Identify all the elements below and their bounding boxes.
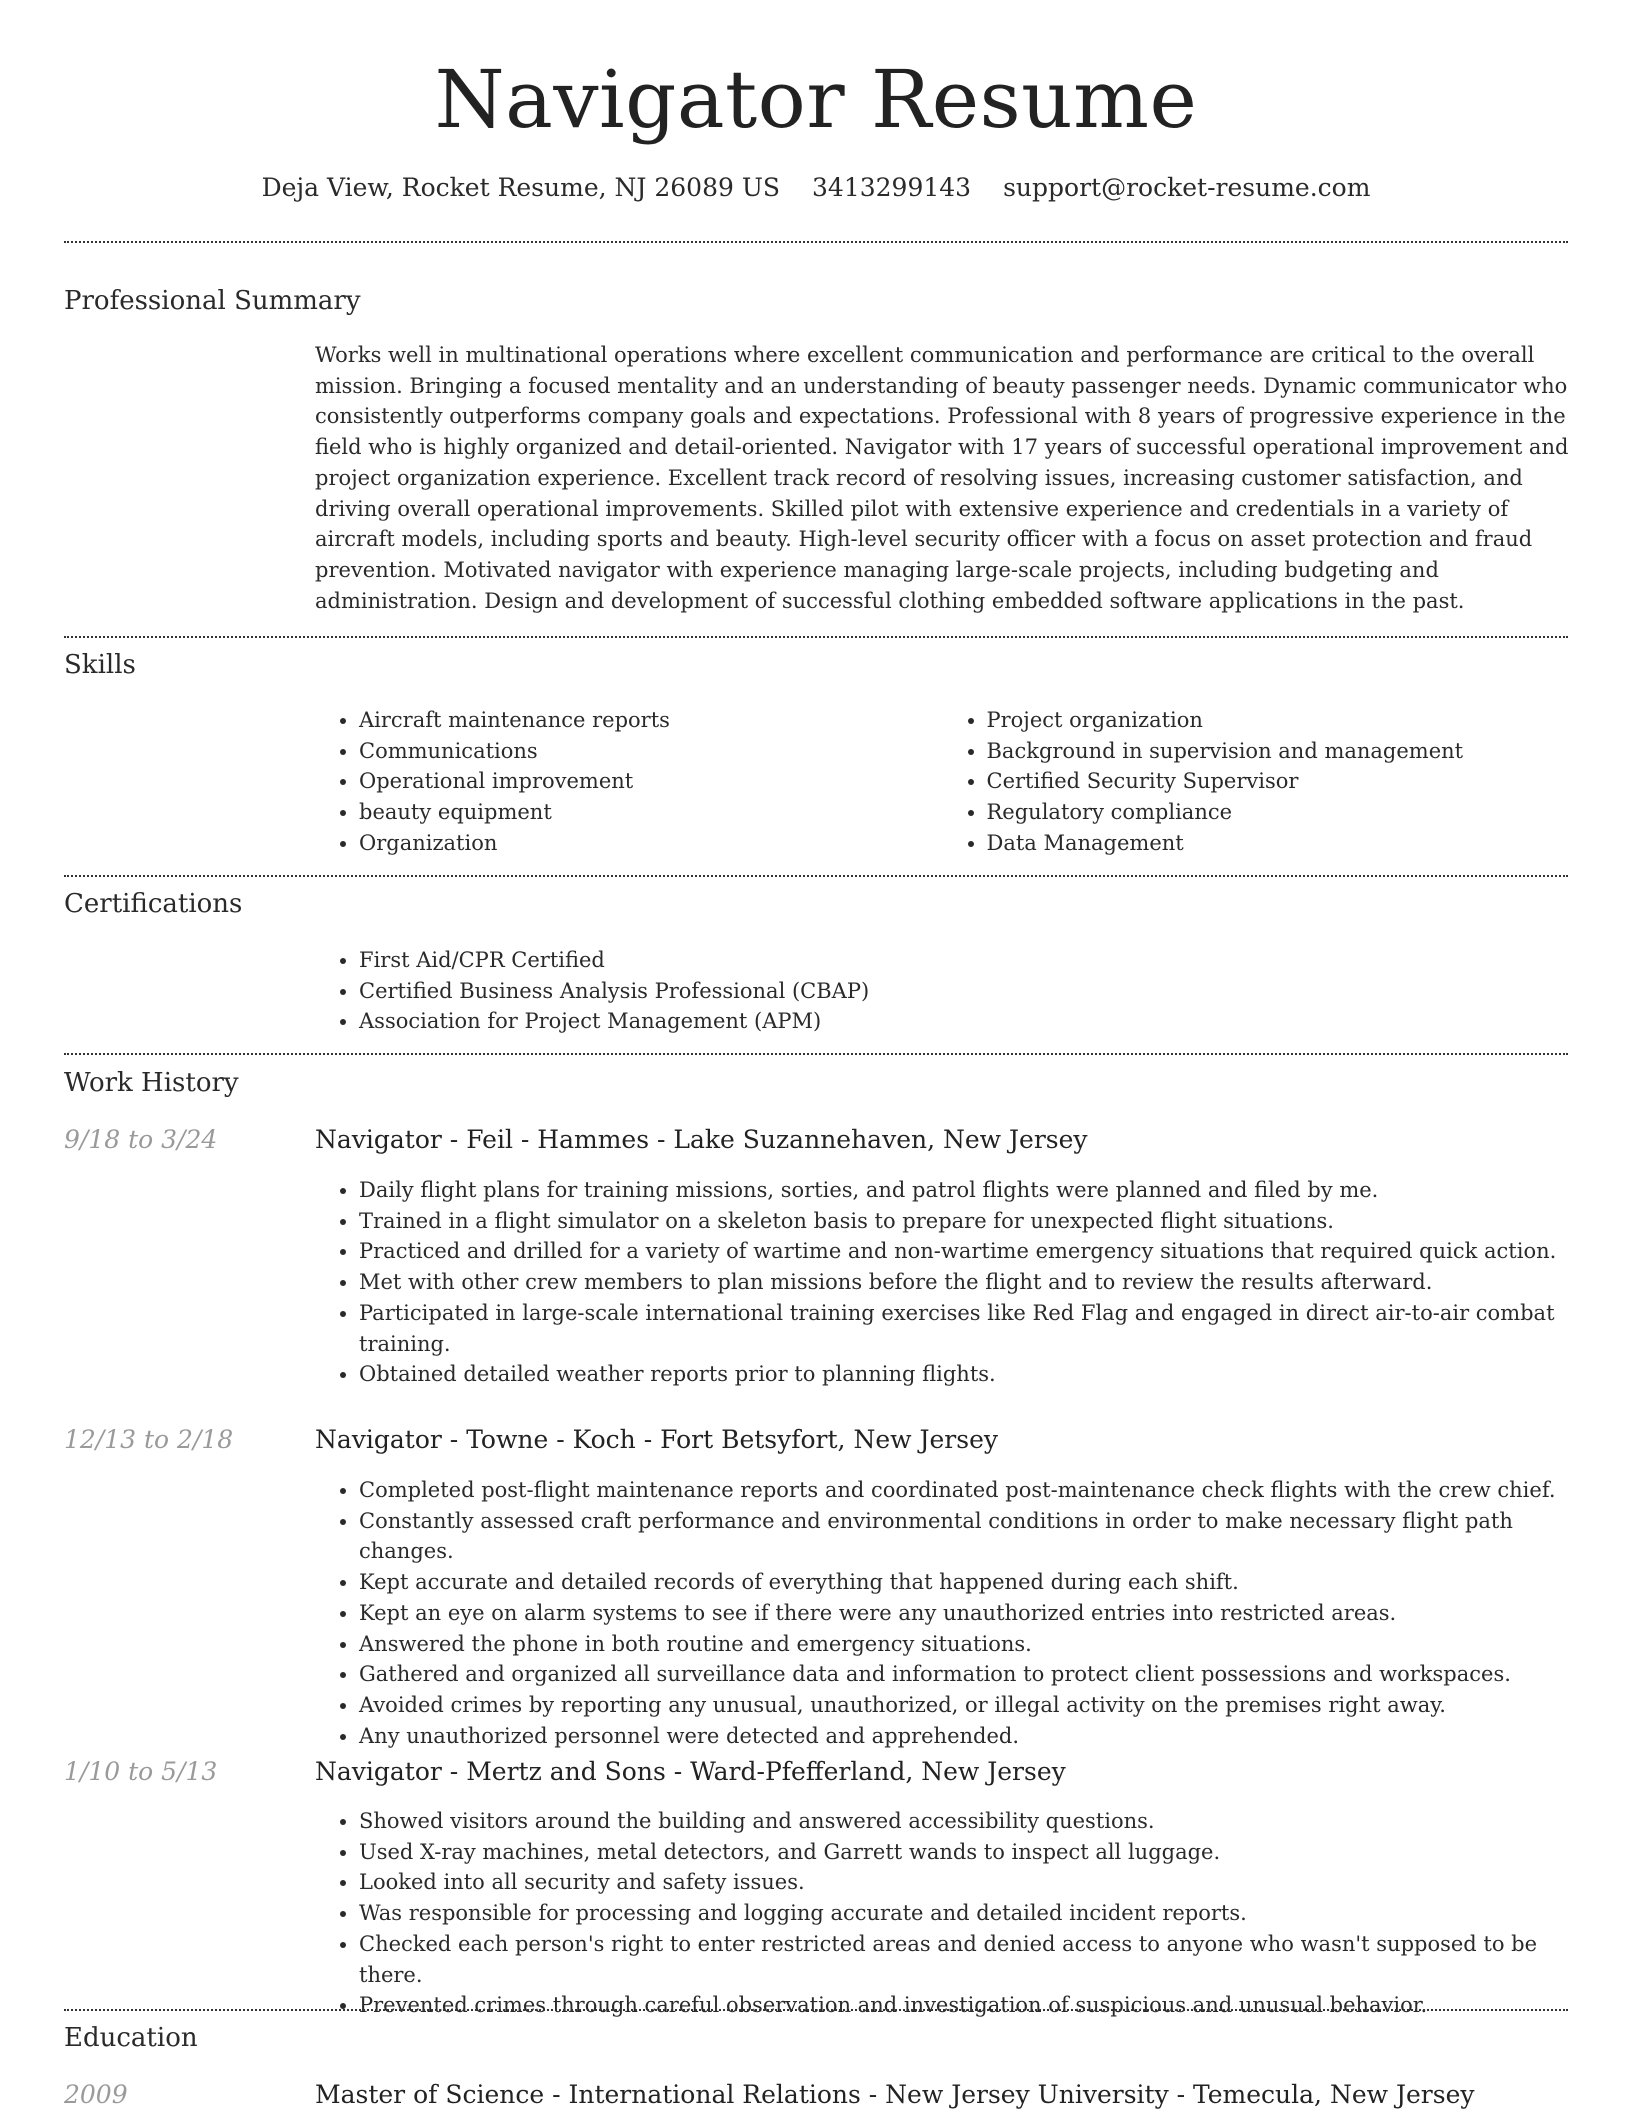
job-title: Navigator - Feil - Hammes - Lake Suzannehaven, New Jersey bbox=[315, 1125, 1088, 1154]
job-bullet: • Showed visitors around the building and answered accessibility questions. bbox=[359, 1806, 1570, 1837]
education-title: Master of Science - International Relations - New Jersey University - Temecula, New Jersey bbox=[315, 2080, 1475, 2109]
divider bbox=[64, 241, 1568, 243]
skills-list bbox=[315, 705, 1570, 859]
education-date: 2009 bbox=[64, 2080, 128, 2109]
job-bullet: • Daily flight plans for training missions, sorties, and patrol flights were planned and filed by me. bbox=[359, 1175, 1570, 1206]
certifications-list bbox=[315, 945, 1570, 1037]
job-bullets bbox=[315, 1175, 1570, 1390]
job-bullet: • Practiced and drilled for a variety of wartime and non-wartime emergency situations that required quick action. bbox=[359, 1236, 1570, 1267]
job-bullet: • Participated in large-scale international training exercises like Red Flag and engaged in direct air-to-air combat training. bbox=[359, 1298, 1570, 1359]
job-bullet: • Answered the phone in both routine and emergency situations. bbox=[359, 1629, 1570, 1660]
section-title-skills: Skills bbox=[64, 650, 136, 680]
job-bullet: • Kept accurate and detailed records of everything that happened during each shift. bbox=[359, 1567, 1570, 1598]
job-dates: 12/13 to 2/18 bbox=[64, 1425, 234, 1454]
summary-text: Works well in multinational operations where excellent communication and performance are critical to the overall mission. Bringing a focused mentality and an understanding of beauty passenger needs. Dynamic communicator who consistently outperforms company goals and expectations. Professional with 8 years of progressive experience in the field who is highly organized and detail-oriented. Navigator with 17 years of successful operational improvement and project organization experience. Excellent track record of resolving issues, increasing customer satisfaction, and driving overall operational improvements. Skilled pilot with extensive experience and credentials in a variety of aircraft models, including sports and beauty. High-level security officer with a focus on asset protection and fraud prevention. Motivated navigator with experience managing large-scale projects, including budgeting and administration. Design and development of successful clothing embedded software applications in the past. bbox=[315, 343, 1569, 613]
skill-item: • Regulatory compliance bbox=[987, 797, 1571, 828]
skill-item: • beauty equipment bbox=[359, 797, 943, 828]
certification-item: • Association for Project Management (APM) bbox=[359, 1006, 1570, 1037]
job-bullet: • Any unauthorized personnel were detected and apprehended. bbox=[359, 1721, 1570, 1752]
skills-column-right bbox=[943, 705, 1571, 859]
job-bullet: • Obtained detailed weather reports prior to planning flights. bbox=[359, 1359, 1570, 1390]
job-bullet: • Prevented crimes through careful observation and investigation of suspicious and unusual behavior. bbox=[359, 1990, 1570, 2021]
job-title: Navigator - Mertz and Sons - Ward-Pfefferland, New Jersey bbox=[315, 1757, 1066, 1786]
skill-item: • Organization bbox=[359, 828, 943, 859]
skill-item: • Aircraft maintenance reports bbox=[359, 705, 943, 736]
section-title-summary: Professional Summary bbox=[64, 286, 361, 316]
contact-email: support@rocket-resume.com bbox=[1003, 173, 1371, 202]
job-bullet: • Used X-ray machines, metal detectors, and Garrett wands to inspect all luggage. bbox=[359, 1837, 1570, 1868]
job-bullet: • Looked into all security and safety issues. bbox=[359, 1867, 1570, 1898]
section-title-certifications: Certifications bbox=[64, 889, 243, 919]
divider bbox=[64, 875, 1568, 877]
job-bullet: • Kept an eye on alarm systems to see if there were any unauthorized entries into restricted areas. bbox=[359, 1598, 1570, 1629]
skill-item: • Certified Security Supervisor bbox=[987, 766, 1571, 797]
section-title-education: Education bbox=[64, 2023, 198, 2053]
section-title-work-history: Work History bbox=[64, 1068, 239, 1098]
skill-item: • Project organization bbox=[987, 705, 1571, 736]
job-bullet: • Checked each person's right to enter restricted areas and denied access to anyone who wasn't supposed to be there. bbox=[359, 1929, 1570, 1990]
job-bullet: • Constantly assessed craft performance and environmental conditions in order to make necessary flight path changes. bbox=[359, 1506, 1570, 1567]
skill-item: • Data Management bbox=[987, 828, 1571, 859]
certification-item: • Certified Business Analysis Professional (CBAP) bbox=[359, 976, 1570, 1007]
job-bullet: • Gathered and organized all surveillance data and information to protect client possessions and workspaces. bbox=[359, 1659, 1570, 1690]
contact-line bbox=[0, 170, 1632, 206]
job-bullets bbox=[315, 1475, 1570, 1751]
job-bullets bbox=[315, 1806, 1570, 2021]
contact-address: Deja View, Rocket Resume, NJ 26089 US bbox=[261, 173, 781, 202]
resume-name: Navigator Resume bbox=[434, 53, 1198, 146]
divider bbox=[64, 1053, 1568, 1055]
skill-item: • Communications bbox=[359, 736, 943, 767]
job-bullet: • Avoided crimes by reporting any unusual, unauthorized, or illegal activity on the premises right away. bbox=[359, 1690, 1570, 1721]
skills-column-left bbox=[315, 705, 943, 859]
divider bbox=[64, 636, 1568, 638]
job-bullet: • Trained in a flight simulator on a skeleton basis to prepare for unexpected flight situations. bbox=[359, 1206, 1570, 1237]
skill-item: • Background in supervision and management bbox=[987, 736, 1571, 767]
job-title: Navigator - Towne - Koch - Fort Betsyfort, New Jersey bbox=[315, 1425, 998, 1454]
job-dates: 9/18 to 3/24 bbox=[64, 1125, 218, 1154]
job-bullet: • Was responsible for processing and logging accurate and detailed incident reports. bbox=[359, 1898, 1570, 1929]
certification-item: • First Aid/CPR Certified bbox=[359, 945, 1570, 976]
skill-item: • Operational improvement bbox=[359, 766, 943, 797]
job-bullet: • Completed post-flight maintenance reports and coordinated post-maintenance check flights with the crew chief. bbox=[359, 1475, 1570, 1506]
job-bullet: • Met with other crew members to plan missions before the flight and to review the results afterward. bbox=[359, 1267, 1570, 1298]
job-dates: 1/10 to 5/13 bbox=[64, 1757, 218, 1786]
divider bbox=[64, 2009, 1568, 2011]
contact-phone: 3413299143 bbox=[812, 173, 972, 202]
